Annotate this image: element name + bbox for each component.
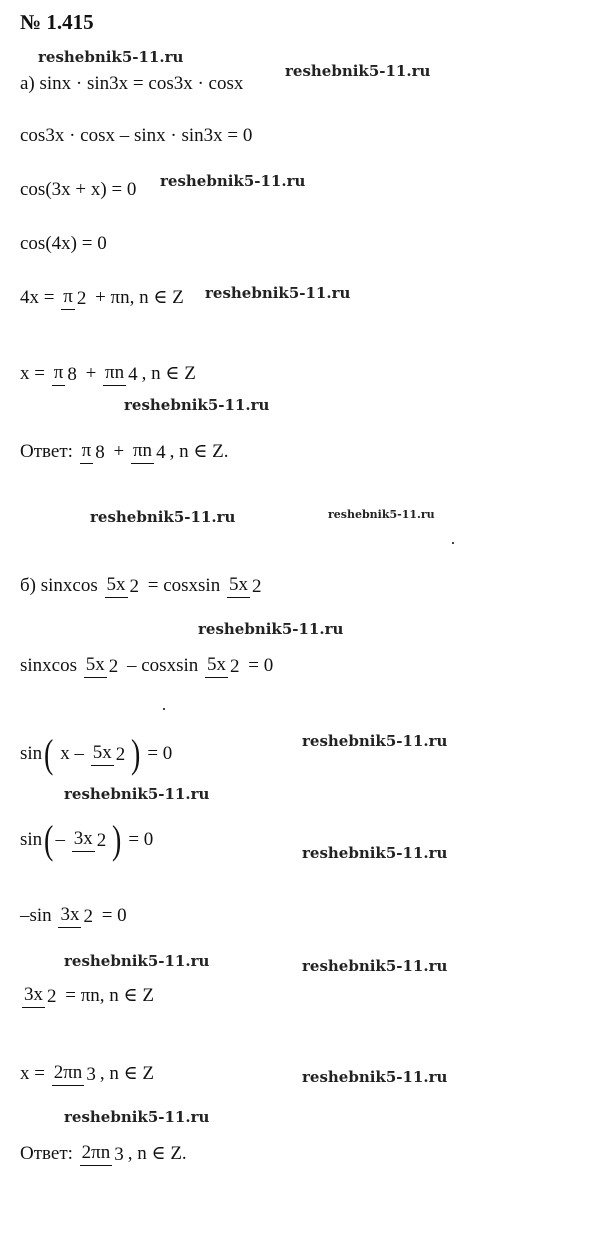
fraction: 5x 2 <box>207 654 240 677</box>
watermark: reshebnik5-11.ru <box>64 952 210 970</box>
watermark: reshebnik5-11.ru <box>302 732 448 750</box>
fraction: π 2 <box>63 286 87 309</box>
watermark: reshebnik5-11.ru <box>64 1108 210 1126</box>
watermark: reshebnik5-11.ru <box>90 508 236 526</box>
watermark: reshebnik5-11.ru <box>302 957 448 975</box>
fraction: π 8 <box>81 440 105 463</box>
fraction: 3x 2 <box>24 984 57 1007</box>
a-line-2: cos3x · cosx – sinx · sin3x = 0 <box>20 124 253 146</box>
fraction: 5x 2 <box>228 574 262 597</box>
b-line-7: x = 2πn 3 , n ∈ Z <box>20 1062 154 1085</box>
fraction: 3x 2 <box>73 828 107 851</box>
b-line-6: 3x 2 = πn, n ∈ Z <box>24 984 154 1007</box>
fraction: π 8 <box>53 362 77 385</box>
stray-dot <box>452 542 454 544</box>
stray-dot <box>163 708 165 710</box>
b-line-1: б) sinxcos 5x 2 = cosxsin 5x 2 <box>20 574 262 597</box>
b-line-2: sinxcos 5x 2 – cosxsin 5x 2 = 0 <box>20 654 274 677</box>
a-line-3: cos(3x + x) = 0 <box>20 178 137 200</box>
a-line-4: cos(4x) = 0 <box>20 232 107 254</box>
fraction: 2πn 3 <box>53 1062 96 1085</box>
watermark: reshebnik5-11.ru <box>198 620 344 638</box>
b-line-3: sin( x – 5x 2 ) = 0 <box>20 731 173 776</box>
fraction: 5x 2 <box>106 574 139 597</box>
fraction: 5x 2 <box>92 742 126 765</box>
watermark: reshebnik5-11.ru <box>205 284 351 302</box>
fraction: 5x 2 <box>85 654 119 677</box>
watermark: reshebnik5-11.ru <box>160 172 306 190</box>
b-line-5: –sin 3x 2 = 0 <box>20 904 127 927</box>
fraction: πn 4 <box>132 440 166 463</box>
watermark: reshebnik5-11.ru <box>285 62 431 80</box>
watermark: reshebnik5-11.ru <box>124 396 270 414</box>
a-line-1: а) sinx · sin3x = cos3x · cosx <box>20 72 244 94</box>
a-line-5: 4x = π 2 + πn, n ∈ Z <box>20 286 184 309</box>
fraction: 2πn 3 <box>81 1142 124 1165</box>
watermark: reshebnik5-11.ru <box>38 48 184 66</box>
watermark: reshebnik5-11.ru <box>302 1068 448 1086</box>
a-line-6: x = π 8 + πn 4 , n ∈ Z <box>20 362 196 385</box>
watermark: reshebnik5-11.ru <box>328 508 435 521</box>
watermark: reshebnik5-11.ru <box>302 844 448 862</box>
a-answer: Ответ: π 8 + πn 4 , n ∈ Z. <box>20 440 229 463</box>
problem-title: № 1.415 <box>20 10 94 34</box>
watermark: reshebnik5-11.ru <box>64 785 210 803</box>
fraction: 3x 2 <box>60 904 93 927</box>
b-line-4: sin( – 3x 2 ) = 0 <box>20 817 154 862</box>
fraction: πn 4 <box>105 362 138 385</box>
b-answer: Ответ: 2πn 3 , n ∈ Z. <box>20 1142 187 1165</box>
